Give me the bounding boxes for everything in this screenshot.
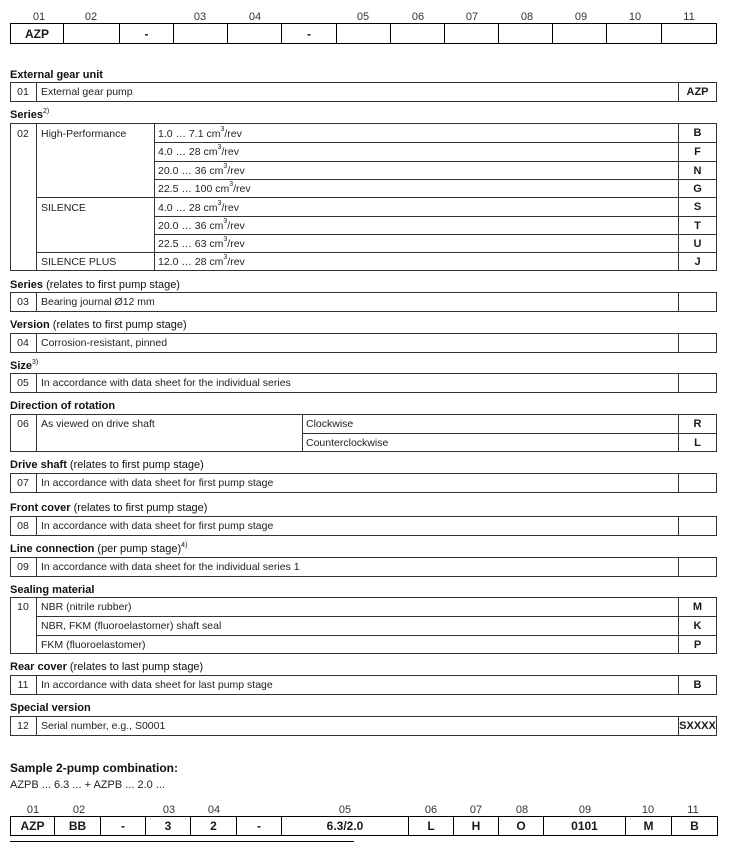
sample-pos-02: 02 [72, 804, 86, 816]
section-title-rotation: Direction of rotation [10, 400, 116, 412]
row-12-text: Serial number, e.g., S0001 [41, 720, 166, 732]
row-03-code [678, 292, 717, 312]
sample-title: Sample 2-pump combination: [10, 761, 179, 775]
divider [36, 292, 37, 312]
sample-code-06: L [408, 816, 454, 836]
row-06-num: 06 [17, 418, 29, 430]
top-pos-08: 08 [520, 11, 534, 23]
section-title-version: Version (relates to first pump stage) [10, 319, 187, 331]
sample-code-07: H [453, 816, 499, 836]
row-08-num: 08 [17, 520, 29, 532]
series-range: 4.0 … 28 $cm^3$/rev [158, 144, 239, 158]
series-group-high-performance: High-Performance [41, 128, 127, 140]
top-code-02 [63, 23, 120, 44]
divider [154, 142, 717, 143]
section-title-rear-cover: Rear cover (relates to last pump stage) [10, 661, 204, 673]
sample-pos-03: 03 [162, 804, 176, 816]
row-04-code [678, 333, 717, 353]
sealing-code-m: M [678, 597, 717, 617]
divider [36, 252, 717, 253]
series-group-silence: SILENCE [41, 202, 86, 214]
row-07-text: In accordance with data sheet for first pump stage [41, 477, 274, 489]
row-09-num: 09 [17, 561, 29, 573]
sample-code-10: M [625, 816, 672, 836]
divider [154, 179, 717, 180]
sample-code-08: O [498, 816, 544, 836]
section-title-size: Size$^{3)}$ [10, 359, 39, 372]
row-07-num: 07 [17, 477, 29, 489]
sample-code-04: 2 [190, 816, 237, 836]
sample-pos-09: 09 [578, 804, 592, 816]
top-code-07 [444, 23, 499, 44]
row-06-text: As viewed on drive shaft [41, 418, 155, 430]
row-12-code: SXXXX [678, 716, 717, 736]
divider [36, 333, 37, 353]
sample-code-dash-1: - [100, 816, 146, 836]
series-range: 20.0 … 36 $cm^3$/rev [158, 163, 245, 177]
series-range: 22.5 … 100 $cm^3$/rev [158, 181, 251, 195]
divider [36, 597, 37, 654]
top-pos-02: 02 [84, 11, 98, 23]
divider [36, 635, 717, 636]
sample-code-09: 0101 [543, 816, 626, 836]
row-10-num: 10 [17, 601, 29, 613]
top-code-06 [390, 23, 445, 44]
section-title-external-gear-unit: External gear unit [10, 69, 103, 81]
rotation-counterclockwise: Counterclockwise [306, 437, 389, 449]
top-pos-04: 04 [248, 11, 262, 23]
row-05-code [678, 373, 717, 393]
divider [36, 716, 37, 736]
divider [36, 373, 37, 393]
row-01-num: 01 [17, 86, 29, 98]
section-title-line-connection: Line connection (per pump stage)$^{4)}$ [10, 542, 188, 555]
series-code-j: J [678, 252, 717, 271]
row-09-code [678, 557, 717, 577]
row-01-text: External gear pump [41, 86, 133, 98]
series-code-g: G [678, 179, 717, 198]
sample-pos-08: 08 [515, 804, 529, 816]
sealing-fkm: FKM (fluoroelastomer) [41, 639, 146, 651]
row-05-num: 05 [17, 377, 29, 389]
divider [154, 216, 717, 217]
rotation-clockwise: Clockwise [306, 418, 354, 430]
divider [154, 234, 717, 235]
divider [36, 197, 717, 198]
section-title-series: Series$^{2)}$ [10, 108, 50, 121]
sample-pos-10: 10 [641, 804, 655, 816]
section-title-drive-shaft: Drive shaft (relates to first pump stage) [10, 459, 204, 471]
divider [36, 557, 37, 577]
row-03-text: Bearing journal Ø12 mm [41, 296, 155, 308]
top-code-10 [606, 23, 662, 44]
divider [36, 675, 37, 695]
top-code-08 [498, 23, 553, 44]
sample-code-dash-2: - [236, 816, 282, 836]
row-08-text: In accordance with data sheet for first pump stage [41, 520, 274, 532]
top-code-09 [552, 23, 607, 44]
series-range: 22.5 … 63 $cm^3$/rev [158, 236, 245, 250]
sample-pos-07: 07 [469, 804, 483, 816]
section-title-series-first-stage: Series (relates to first pump stage) [10, 279, 180, 291]
sealing-code-p: P [678, 635, 717, 654]
series-code-s: S [678, 197, 717, 217]
row-05-text: In accordance with data sheet for the individual series [41, 377, 291, 389]
row-02-num: 02 [17, 128, 29, 140]
sample-code-05: 6.3/2.0 [281, 816, 409, 836]
section-title-sealing: Sealing material [10, 584, 95, 596]
sample-pos-04: 04 [207, 804, 221, 816]
sealing-nbr-fkm: NBR, FKM (fluoroelastomer) shaft seal [41, 620, 222, 632]
row-07-code [678, 473, 717, 493]
top-pos-07: 07 [465, 11, 479, 23]
top-code-04 [227, 23, 282, 44]
top-pos-05: 05 [356, 11, 370, 23]
series-code-b: B [678, 123, 717, 143]
section-title-special-version: Special version [10, 702, 91, 714]
footer-rule [10, 841, 354, 842]
sample-code-11: B [671, 816, 718, 836]
top-pos-10: 10 [628, 11, 642, 23]
top-code-dash-2: - [281, 23, 337, 44]
sample-pos-11: 11 [687, 804, 699, 816]
top-pos-09: 09 [574, 11, 588, 23]
series-group-silence-plus: SILENCE PLUS [41, 256, 117, 268]
sample-pos-05: 05 [338, 804, 352, 816]
row-01-code: AZP [678, 82, 717, 102]
divider [154, 161, 717, 162]
row-03-num: 03 [17, 296, 29, 308]
divider [36, 473, 37, 493]
section-title-front-cover: Front cover (relates to first pump stage) [10, 502, 208, 514]
divider [36, 82, 37, 102]
row-09-text: In accordance with data sheet for the individual series 1 [41, 561, 300, 573]
top-code-11 [661, 23, 717, 44]
sample-subtitle: AZPB ... 6.3 ... + AZPB ... 2.0 ... [10, 779, 165, 791]
row-11-text: In accordance with data sheet for last pump stage [41, 679, 273, 691]
divider [302, 433, 717, 434]
series-code-f: F [678, 142, 717, 162]
sample-code-03: 3 [145, 816, 191, 836]
series-range: 1.0 … 7.1 $cm^3$/rev [158, 126, 242, 140]
series-code-t: T [678, 216, 717, 235]
top-pos-11: 11 [683, 11, 695, 23]
row-11-num: 11 [17, 679, 29, 691]
row-12-num: 12 [17, 720, 29, 732]
row-04-text: Corrosion-resistant, pinned [41, 337, 168, 349]
series-range: 12.0 … 28 $cm^3$/rev [158, 254, 245, 268]
row-11-code: B [678, 675, 717, 695]
top-code-05 [336, 23, 391, 44]
divider [36, 616, 717, 617]
top-pos-01: 01 [32, 11, 46, 23]
sample-pos-06: 06 [424, 804, 438, 816]
series-code-u: U [678, 234, 717, 253]
divider [36, 516, 37, 536]
top-code-dash-1: - [119, 23, 174, 44]
sample-code-02: BB [54, 816, 101, 836]
row-04-num: 04 [17, 337, 29, 349]
row-08-code [678, 516, 717, 536]
top-code-03 [173, 23, 228, 44]
series-code-n: N [678, 161, 717, 180]
divider [36, 414, 37, 452]
sample-code-01: AZP [10, 816, 55, 836]
rotation-code-l: L [678, 433, 717, 452]
sealing-nbr: NBR (nitrile rubber) [41, 601, 132, 613]
series-range: 4.0 … 28 $cm^3$/rev [158, 200, 239, 214]
top-code-01: AZP [10, 23, 64, 44]
sample-pos-01: 01 [26, 804, 40, 816]
rotation-code-r: R [678, 414, 717, 434]
top-pos-03: 03 [193, 11, 207, 23]
series-range: 20.0 … 36 $cm^3$/rev [158, 218, 245, 232]
sealing-code-k: K [678, 616, 717, 636]
top-pos-06: 06 [411, 11, 425, 23]
